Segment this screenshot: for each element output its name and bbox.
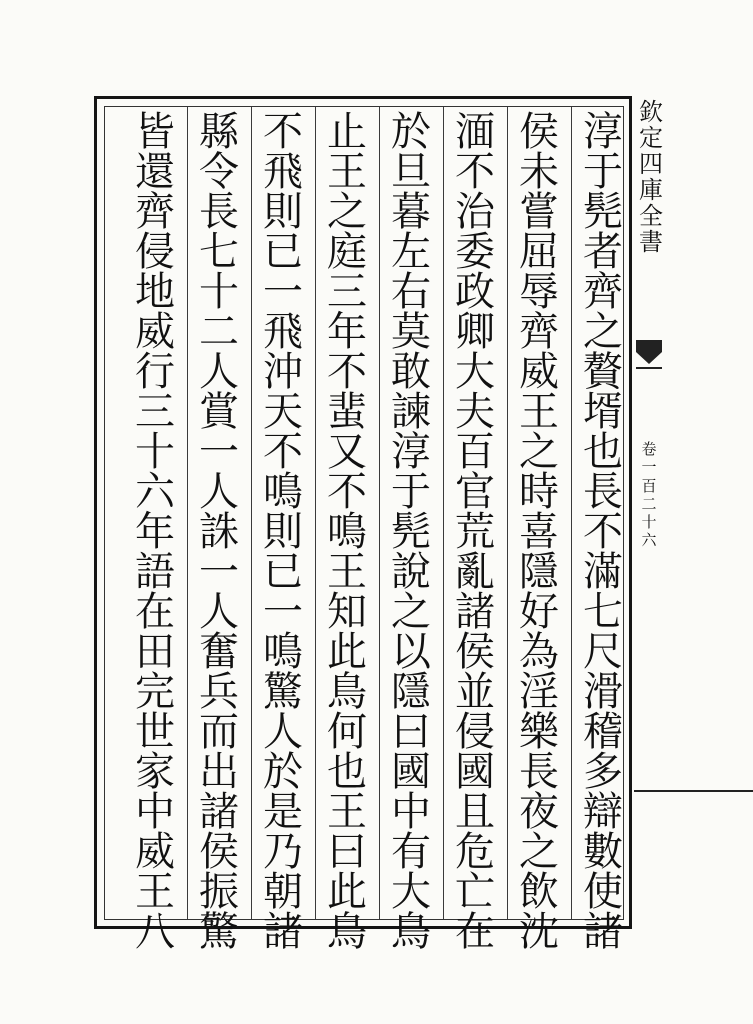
text-char: 隱 [391, 669, 431, 715]
text-char: 三 [327, 269, 367, 315]
text-char: 嘗 [519, 189, 559, 235]
text-char: 十 [199, 269, 239, 315]
column-rule [315, 107, 316, 919]
text-char: 齊 [135, 189, 175, 235]
text-char: 委 [455, 229, 495, 275]
text-char: 侵 [455, 709, 495, 755]
text-char: 王 [135, 869, 175, 915]
text-char: 沖 [263, 349, 303, 395]
text-char: 飲 [519, 869, 559, 915]
text-char: 喜 [519, 509, 559, 555]
text-char: 大 [455, 349, 495, 395]
text-char: 止 [327, 109, 367, 155]
text-char: 乃 [263, 829, 303, 875]
text-char: 飛 [263, 149, 303, 195]
text-char: 一 [199, 429, 239, 475]
text-char: 此 [327, 629, 367, 675]
text-char: 滿 [583, 549, 623, 595]
text-char: 賞 [199, 389, 239, 435]
fold-line [634, 790, 753, 792]
text-column [317, 109, 377, 955]
text-char: 之 [519, 429, 559, 475]
folio-char: 卷 [641, 440, 657, 458]
column-rule [379, 107, 380, 919]
text-char: 使 [583, 869, 623, 915]
folio-char: 六 [641, 531, 657, 550]
text-char: 在 [455, 909, 495, 955]
text-char: 以 [391, 629, 431, 675]
text-char: 亂 [455, 549, 495, 595]
margin-title-char: 欽 [639, 98, 663, 126]
text-char: 於 [391, 109, 431, 155]
text-char: 百 [455, 429, 495, 475]
text-char: 淳 [583, 109, 623, 155]
text-char: 有 [391, 829, 431, 875]
text-char: 政 [455, 269, 495, 315]
text-char: 侯 [519, 109, 559, 155]
text-char: 奮 [199, 629, 239, 675]
text-char: 並 [455, 669, 495, 715]
text-char: 淫 [519, 669, 559, 715]
text-char: 不 [327, 349, 367, 395]
margin-title-char: 書 [639, 227, 663, 256]
text-char: 皆 [135, 109, 175, 155]
text-char: 鳥 [327, 909, 367, 955]
text-char: 壻 [583, 389, 623, 435]
text-char: 之 [519, 829, 559, 875]
fishtail-mark-icon [634, 338, 664, 372]
text-char: 好 [519, 589, 559, 635]
text-char: 於 [263, 749, 303, 795]
text-char: 王 [327, 549, 367, 595]
text-char: 而 [199, 709, 239, 755]
text-column [381, 109, 441, 955]
text-char: 威 [519, 349, 559, 395]
text-char: 湎 [455, 109, 495, 155]
text-char: 七 [199, 229, 239, 275]
text-char: 此 [327, 869, 367, 915]
text-column [125, 109, 185, 955]
text-char: 世 [135, 709, 175, 755]
text-char: 贅 [583, 349, 623, 395]
margin-title-char: 四 [639, 149, 663, 178]
text-char: 曰 [391, 709, 431, 755]
text-char: 驚 [199, 909, 239, 955]
text-char: 侯 [199, 829, 239, 875]
text-char: 左 [391, 229, 431, 275]
text-char: 國 [391, 749, 431, 795]
text-char: 不 [263, 109, 303, 155]
text-char: 于 [583, 149, 623, 195]
text-char: 不 [327, 469, 367, 515]
text-char: 何 [327, 709, 367, 755]
text-column [445, 109, 505, 955]
text-char: 也 [583, 429, 623, 475]
text-char: 時 [519, 469, 559, 515]
text-char: 官 [455, 469, 495, 515]
text-char: 則 [263, 509, 303, 555]
text-char: 敢 [391, 349, 431, 395]
text-char: 多 [583, 749, 623, 795]
text-char: 髡 [391, 509, 431, 555]
text-char: 長 [199, 189, 239, 235]
text-char: 鳴 [263, 469, 303, 515]
text-char: 已 [263, 549, 303, 595]
text-char: 為 [519, 629, 559, 675]
text-char: 長 [583, 469, 623, 515]
margin-book-title [636, 100, 666, 255]
text-char: 尺 [583, 629, 623, 675]
text-char: 諸 [583, 909, 623, 955]
text-char: 三 [135, 389, 175, 435]
text-char: 蜚 [327, 389, 367, 435]
text-char: 右 [391, 269, 431, 315]
text-char: 中 [391, 789, 431, 835]
text-char: 荒 [455, 509, 495, 555]
text-char: 說 [391, 549, 431, 595]
text-char: 鳴 [327, 509, 367, 555]
text-char: 樂 [519, 709, 559, 755]
text-char: 不 [583, 509, 623, 555]
text-char: 縣 [199, 109, 239, 155]
margin-title-char: 定 [639, 123, 663, 152]
text-char: 振 [199, 869, 239, 915]
text-char: 還 [135, 149, 175, 195]
text-char: 二 [199, 309, 239, 355]
text-char: 完 [135, 669, 175, 715]
text-char: 之 [391, 589, 431, 635]
text-char: 鳥 [327, 669, 367, 715]
text-char: 亡 [455, 869, 495, 915]
text-char: 齊 [583, 269, 623, 315]
text-char: 諸 [199, 789, 239, 835]
text-column [573, 109, 633, 955]
text-char: 威 [135, 829, 175, 875]
folio-char: 二 [641, 494, 657, 513]
column-rule [187, 107, 188, 919]
text-char: 兵 [199, 669, 239, 715]
text-char: 滑 [583, 669, 623, 715]
text-char: 則 [263, 189, 303, 235]
text-char: 誅 [199, 509, 239, 555]
text-char: 年 [135, 509, 175, 555]
text-char: 一 [263, 589, 303, 635]
margin-folio [638, 440, 660, 550]
text-char: 卿 [455, 309, 495, 355]
text-char: 稽 [583, 709, 623, 755]
text-char: 中 [135, 789, 175, 835]
text-char: 諸 [263, 909, 303, 955]
text-char: 夫 [455, 389, 495, 435]
folio-char: 百 [641, 476, 657, 495]
text-char: 八 [135, 909, 175, 955]
text-column [189, 109, 249, 955]
text-char: 治 [455, 189, 495, 235]
text-char: 人 [263, 709, 303, 755]
text-char: 旦 [391, 149, 431, 195]
column-rule [507, 107, 508, 919]
text-char: 令 [199, 149, 239, 195]
text-char: 夜 [519, 789, 559, 835]
text-char: 莫 [391, 309, 431, 355]
text-char: 諫 [391, 389, 431, 435]
text-char: 隱 [519, 549, 559, 595]
text-char: 者 [583, 229, 623, 275]
folio-char: 十 [641, 513, 657, 532]
text-char: 鳥 [391, 909, 431, 955]
text-char: 天 [263, 389, 303, 435]
text-char: 不 [263, 429, 303, 475]
text-char: 人 [199, 589, 239, 635]
text-char: 數 [583, 829, 623, 875]
text-char: 六 [135, 469, 175, 515]
text-char: 庭 [327, 229, 367, 275]
text-char: 地 [135, 269, 175, 315]
text-char: 辯 [583, 789, 623, 835]
margin-title-char: 全 [639, 201, 663, 230]
text-char: 屈 [519, 229, 559, 275]
text-char: 語 [135, 549, 175, 595]
text-char: 驚 [263, 669, 303, 715]
text-char: 年 [327, 309, 367, 355]
text-char: 王 [519, 389, 559, 435]
text-char: 飛 [263, 309, 303, 355]
text-char: 辱 [519, 269, 559, 315]
text-char: 大 [391, 869, 431, 915]
text-char: 暮 [391, 189, 431, 235]
folio-char: 一 [641, 458, 657, 477]
text-char: 也 [327, 749, 367, 795]
text-char: 未 [519, 149, 559, 195]
text-char: 侯 [455, 629, 495, 675]
text-char: 沈 [519, 909, 559, 955]
text-char: 七 [583, 589, 623, 635]
column-rule [443, 107, 444, 919]
text-char: 朝 [263, 869, 303, 915]
text-column [253, 109, 313, 955]
text-char: 十 [135, 429, 175, 475]
text-char: 知 [327, 589, 367, 635]
text-char: 是 [263, 789, 303, 835]
text-char: 于 [391, 469, 431, 515]
text-char: 田 [135, 629, 175, 675]
text-char: 又 [327, 429, 367, 475]
text-char: 已 [263, 229, 303, 275]
column-rule [251, 107, 252, 919]
text-char: 國 [455, 749, 495, 795]
text-char: 之 [327, 189, 367, 235]
text-char: 人 [199, 349, 239, 395]
column-rule [571, 107, 572, 919]
text-char: 髡 [583, 189, 623, 235]
text-char: 之 [583, 309, 623, 355]
text-char: 王 [327, 789, 367, 835]
text-char: 危 [455, 829, 495, 875]
text-char: 淳 [391, 429, 431, 475]
text-char: 行 [135, 349, 175, 395]
text-char: 曰 [327, 829, 367, 875]
text-char: 在 [135, 589, 175, 635]
text-char: 王 [327, 149, 367, 195]
text-char: 且 [455, 789, 495, 835]
text-char: 人 [199, 469, 239, 515]
text-char: 不 [455, 149, 495, 195]
text-char: 諸 [455, 589, 495, 635]
text-char: 鳴 [263, 629, 303, 675]
text-char: 長 [519, 749, 559, 795]
text-column [509, 109, 569, 955]
text-char: 侵 [135, 229, 175, 275]
margin-title-char: 庫 [639, 175, 663, 204]
text-char: 一 [263, 269, 303, 315]
text-char: 出 [199, 749, 239, 795]
text-char: 一 [199, 549, 239, 595]
text-char: 家 [135, 749, 175, 795]
text-char: 威 [135, 309, 175, 355]
text-char: 齊 [519, 309, 559, 355]
